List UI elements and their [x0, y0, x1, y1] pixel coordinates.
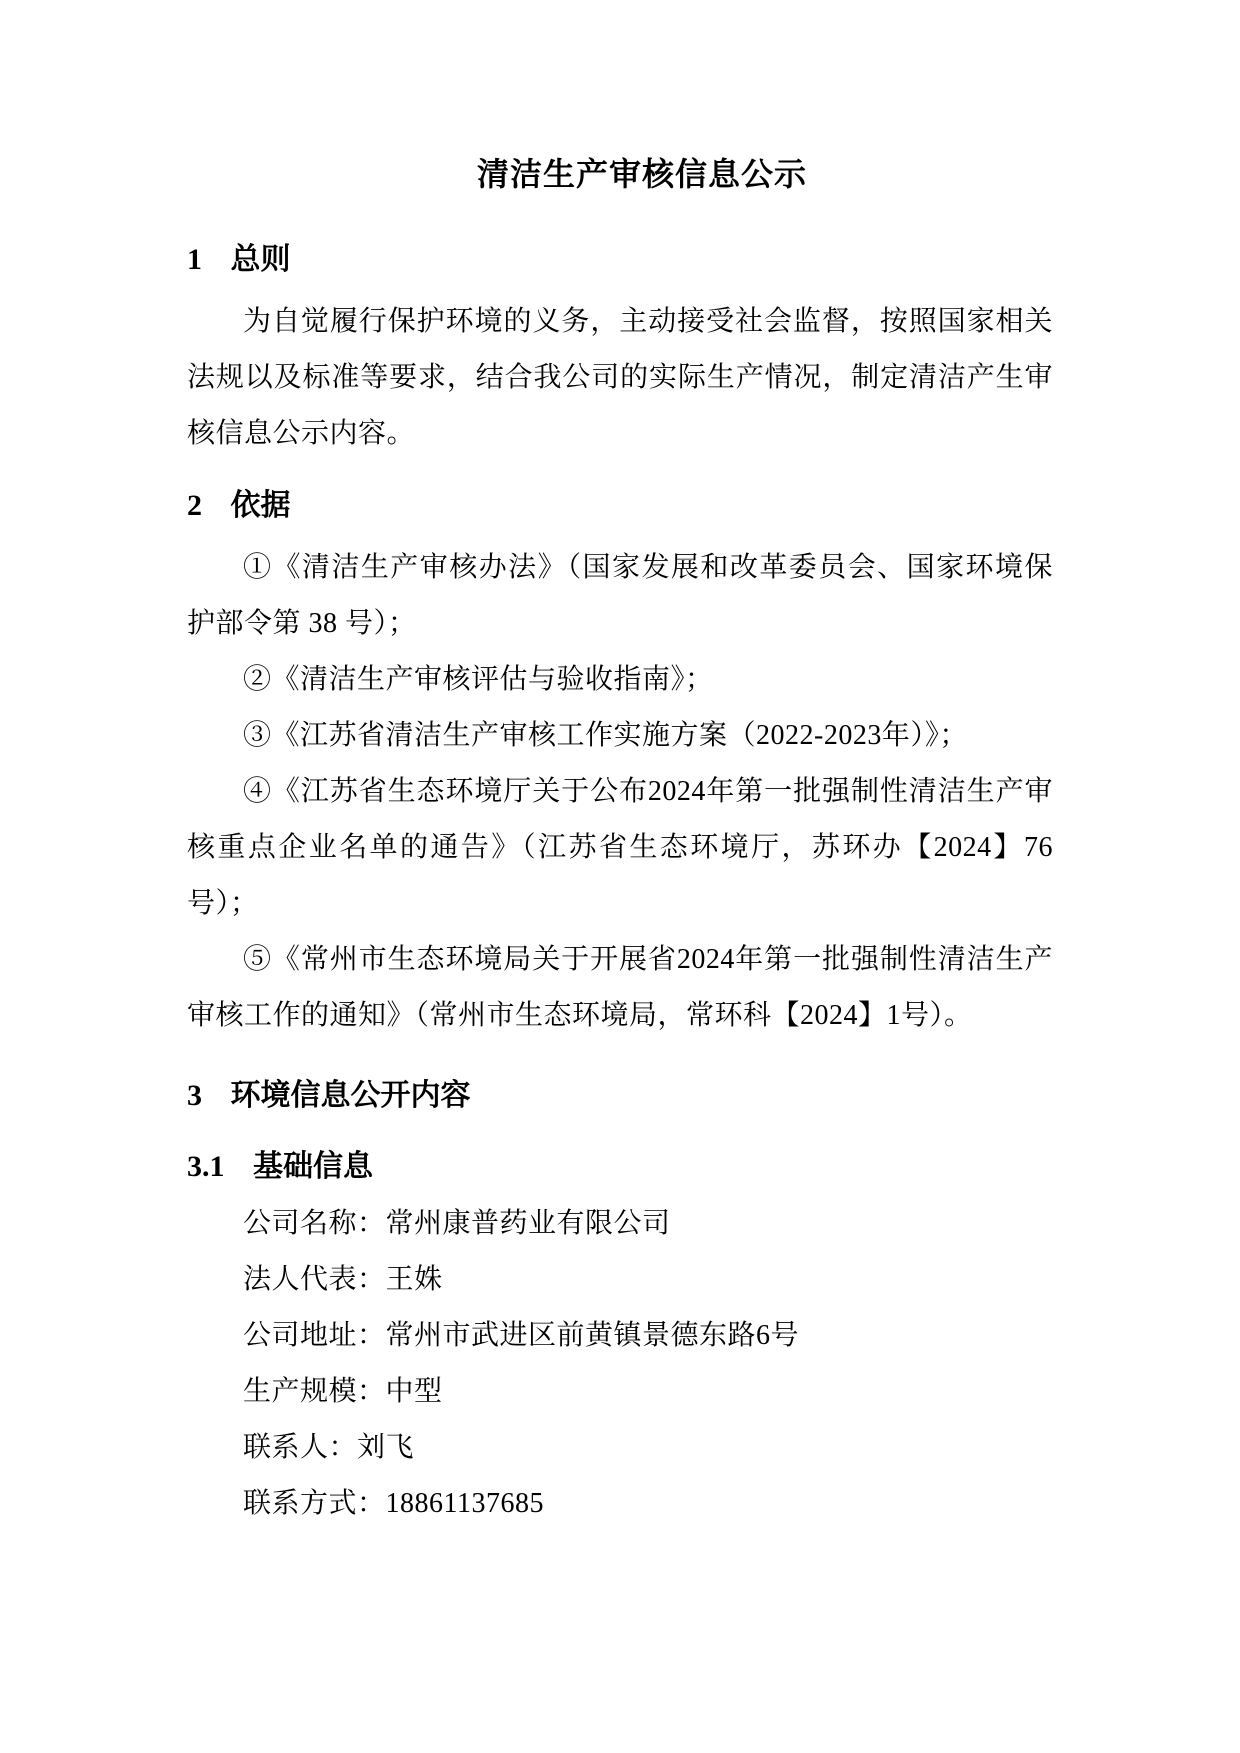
basic-info-list	[187, 1196, 1053, 1532]
section-2-title: 依据	[230, 489, 291, 522]
company-name-line: 公司名称：常州康普药业有限公司	[243, 1208, 671, 1239]
reference-item-1	[187, 540, 1053, 652]
reference-item-line: 核重点企业名单的通告》（江苏省生态环境厅，苏环办【2024】76	[187, 832, 1053, 863]
company-address-line: 公司地址：常州市武进区前黄镇景德东路6号	[243, 1320, 800, 1351]
reference-item-5	[187, 932, 1053, 1044]
section-3-heading	[187, 1079, 1053, 1113]
production-scale-line: 生产规模：中型	[243, 1376, 443, 1407]
paragraph-line: 为自觉履行保护环境的义务，主动接受社会监督，按照国家相关	[243, 306, 1053, 337]
document-title: 清洁生产审核信息公示	[476, 156, 807, 192]
paragraph-line: 法规以及标准等要求，结合我公司的实际生产情况，制定清洁产生审	[187, 362, 1053, 393]
section-1-number: 1	[187, 243, 202, 276]
legal-representative-line: 法人代表：王姝	[243, 1264, 443, 1295]
contact-phone-line: 联系方式：18861137685	[243, 1488, 544, 1519]
reference-item-line: 护部令第 38 号）；	[187, 608, 417, 639]
contact-person-line: 联系人：刘飞	[243, 1432, 415, 1463]
subsection-3-1-title: 基础信息	[253, 1150, 373, 1183]
section-1-heading	[187, 243, 1053, 277]
reference-item-2	[187, 652, 1053, 708]
reference-item-line: ②《清洁生产审核评估与验收指南》；	[243, 664, 714, 695]
reference-item-4	[187, 764, 1053, 932]
reference-item-3	[187, 708, 1053, 764]
reference-item-line: ①《清洁生产审核办法》（国家发展和改革委员会、国家环境保	[243, 552, 1053, 583]
subsection-3-1-heading	[187, 1150, 1053, 1184]
section-2-reference-list	[187, 540, 1053, 1044]
reference-item-line: ④《江苏省生态环境厅关于公布2024年第一批强制性清洁生产审	[243, 776, 1053, 807]
section-3-number: 3	[187, 1079, 202, 1112]
reference-item-line: 号）；	[187, 888, 259, 919]
section-1-paragraph	[187, 294, 1053, 462]
reference-item-line: ⑤《常州市生态环境局关于开展省2024年第一批强制性清洁生产	[243, 944, 1053, 975]
subsection-3-1-number: 3.1	[187, 1150, 225, 1183]
reference-item-line: 审核工作的通知》（常州市生态环境局，常环科【2024】1号）。	[187, 1000, 973, 1031]
section-2-number: 2	[187, 489, 202, 522]
section-1-title: 总则	[230, 243, 291, 276]
section-3-title: 环境信息公开内容	[230, 1079, 471, 1112]
reference-item-line: ③《江苏省清洁生产审核工作实施方案（2022-2023年）》；	[243, 720, 968, 751]
paragraph-line: 核信息公示内容。	[187, 418, 416, 449]
section-2-heading	[187, 489, 1053, 523]
